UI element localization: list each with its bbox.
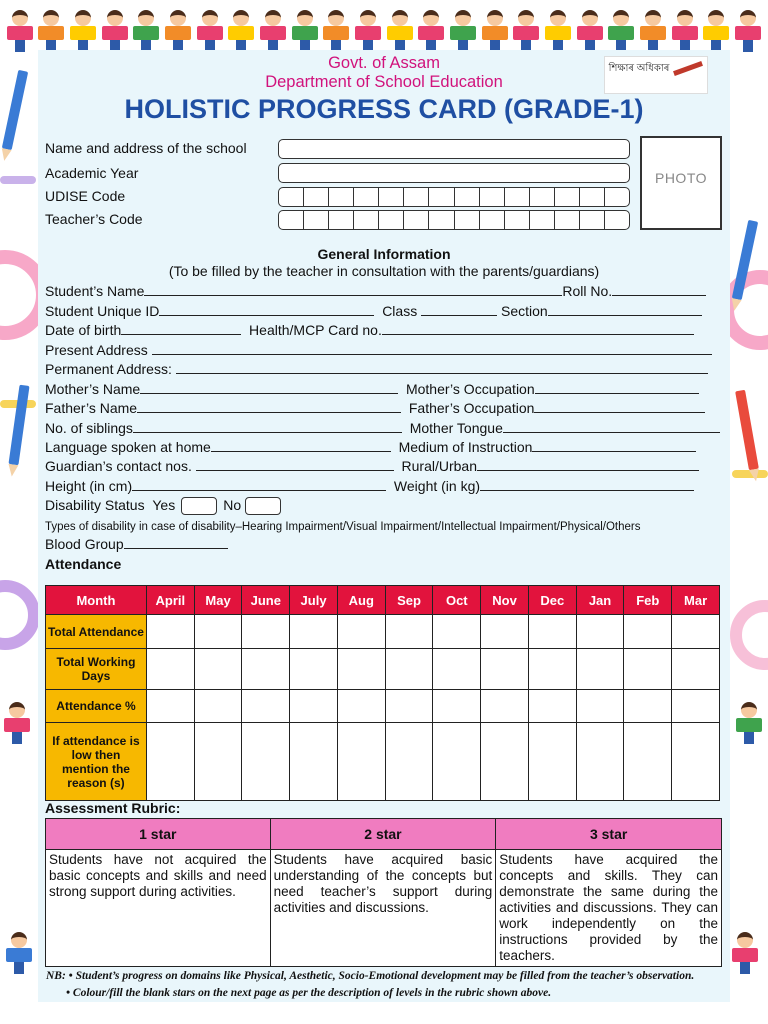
photo-label: PHOTO <box>654 170 708 186</box>
label-father-name: Father’s Name <box>45 400 138 416</box>
label-mother-tongue: Mother Tongue <box>409 420 503 436</box>
rural-urban-field[interactable] <box>477 457 699 471</box>
month-col: May <box>194 586 242 615</box>
present-address-field[interactable] <box>152 341 712 355</box>
attendance-cell[interactable] <box>385 723 433 801</box>
month-col: June <box>242 586 290 615</box>
attendance-cell[interactable] <box>337 690 385 723</box>
attendance-cell[interactable] <box>194 649 242 690</box>
row-label-low-attendance-reason: If attendance is low then mention the reason (s) <box>46 723 147 801</box>
month-col: Sep <box>385 586 433 615</box>
photo-box[interactable] <box>640 136 722 230</box>
attendance-cell[interactable] <box>528 615 576 649</box>
attendance-cell[interactable] <box>385 615 433 649</box>
line-present-address <box>45 341 725 360</box>
logo-text: শিক্ষাৰ অধিকাৰ <box>608 63 670 74</box>
attendance-cell[interactable] <box>433 615 481 649</box>
school-name-field[interactable] <box>278 139 630 159</box>
attendance-table <box>45 585 720 801</box>
line-mother <box>45 380 725 399</box>
department-text: Department of School Education <box>265 73 503 91</box>
label-mother-name: Mother’s Name <box>45 381 141 397</box>
label-mother-occupation: Mother’s Occupation <box>405 381 535 397</box>
attendance-cell[interactable] <box>433 723 481 801</box>
line-guardian <box>45 457 725 476</box>
line-father <box>45 399 725 418</box>
siblings-field[interactable] <box>133 419 402 433</box>
label-blood-group: Blood Group <box>45 536 124 552</box>
attendance-cell[interactable] <box>624 723 672 801</box>
label-school-name: Name and address of the school <box>45 140 247 156</box>
attendance-cell[interactable] <box>290 649 338 690</box>
attendance-cell[interactable] <box>337 723 385 801</box>
attendance-cell[interactable] <box>433 690 481 723</box>
attendance-cell[interactable] <box>672 649 720 690</box>
attendance-heading: Attendance <box>45 556 122 572</box>
decorative-kid <box>6 930 32 974</box>
attendance-cell[interactable] <box>672 690 720 723</box>
attendance-cell[interactable] <box>290 615 338 649</box>
father-occupation-field[interactable] <box>534 399 705 413</box>
decorative-ring <box>730 600 768 670</box>
udise-code-field[interactable] <box>278 187 630 207</box>
attendance-cell[interactable] <box>290 723 338 801</box>
attendance-cell[interactable] <box>385 690 433 723</box>
student-uid-field[interactable] <box>159 302 374 316</box>
attendance-cell[interactable] <box>672 615 720 649</box>
table-row <box>46 690 720 723</box>
label-student-uid: Student Unique ID <box>45 303 160 319</box>
attendance-cell[interactable] <box>576 649 624 690</box>
attendance-cell[interactable] <box>146 723 194 801</box>
rubric-2-star-text: Students have acquired basic understanding of the concepts but need teacher’s support during activities and discussions. <box>270 850 496 967</box>
label-class: Class <box>382 303 418 319</box>
pencil-icon <box>673 61 703 76</box>
attendance-cell[interactable] <box>337 615 385 649</box>
attendance-cell[interactable] <box>528 690 576 723</box>
label-present-address: Present Address <box>45 342 148 358</box>
label-height: Height (in cm) <box>45 478 133 494</box>
section-field[interactable] <box>548 302 702 316</box>
month-col: Nov <box>481 586 529 615</box>
class-field[interactable] <box>421 302 497 316</box>
attendance-cell[interactable] <box>481 723 529 801</box>
attendance-cell[interactable] <box>242 615 290 649</box>
attendance-cell[interactable] <box>194 723 242 801</box>
father-name-field[interactable] <box>137 399 401 413</box>
table-row <box>46 649 720 690</box>
health-card-field[interactable] <box>382 321 694 335</box>
decorative-kids-border <box>0 0 768 52</box>
attendance-header-row <box>46 586 720 615</box>
language-home-field[interactable] <box>211 438 391 452</box>
decorative-kid <box>732 930 758 974</box>
attendance-cell[interactable] <box>242 723 290 801</box>
attendance-cell[interactable] <box>242 690 290 723</box>
rubric-header-row <box>46 819 722 850</box>
line-permanent-address <box>45 360 725 379</box>
attendance-cell[interactable] <box>290 690 338 723</box>
academic-year-field[interactable] <box>278 163 630 183</box>
label-no: No <box>223 497 242 513</box>
attendance-cell[interactable] <box>528 723 576 801</box>
label-teacher-code: Teacher’s Code <box>45 211 143 227</box>
weight-field[interactable] <box>480 477 694 491</box>
line-student-name <box>45 282 725 301</box>
mother-tongue-field[interactable] <box>503 419 720 433</box>
general-info-heading: General Information <box>317 246 451 262</box>
month-col: Mar <box>672 586 720 615</box>
attendance-cell[interactable] <box>242 649 290 690</box>
attendance-cell[interactable] <box>146 649 194 690</box>
rubric-3-star-text: Students have acquired the concepts and skills. They can demonstrate the same during the activities and discussions. They can work independently on the instructions provided by the teachers. <box>496 850 722 967</box>
roll-no-field[interactable] <box>612 282 706 296</box>
label-siblings: No. of siblings <box>45 420 133 436</box>
attendance-cell[interactable] <box>576 723 624 801</box>
attendance-cell[interactable] <box>528 649 576 690</box>
mother-name-field[interactable] <box>140 380 398 394</box>
attendance-cell[interactable] <box>385 649 433 690</box>
blood-group-field[interactable] <box>124 535 228 549</box>
label-student-name: Student’s Name <box>45 283 145 299</box>
line-siblings <box>45 419 725 438</box>
attendance-cell[interactable] <box>481 690 529 723</box>
attendance-cell[interactable] <box>624 690 672 723</box>
attendance-cell[interactable] <box>576 690 624 723</box>
label-udise: UDISE Code <box>45 188 126 204</box>
month-header: Month <box>46 586 147 615</box>
table-row <box>46 615 720 649</box>
gov-text: Govt. of Assam <box>328 54 440 72</box>
disability-yes-checkbox[interactable] <box>181 497 217 515</box>
rubric-table <box>45 818 722 967</box>
height-field[interactable] <box>132 477 386 491</box>
rubric-1-star: 1 star <box>46 819 271 850</box>
label-father-occupation: Father’s Occupation <box>408 400 535 416</box>
attendance-cell[interactable] <box>672 723 720 801</box>
line-blood-group <box>45 535 725 554</box>
label-dob: Date of birth <box>45 322 122 338</box>
line-language <box>45 438 725 457</box>
student-name-field[interactable] <box>144 282 562 296</box>
label-health-card: Health/MCP Card no. <box>249 322 382 338</box>
month-col: April <box>146 586 194 615</box>
label-disability-status: Disability Status <box>45 497 145 513</box>
teacher-code-field[interactable] <box>278 210 630 230</box>
label-language-home: Language spoken at home <box>45 439 211 455</box>
pencil-icon <box>2 70 28 150</box>
guardian-contact-field[interactable] <box>196 457 394 471</box>
month-col: Aug <box>337 586 385 615</box>
rubric-heading: Assessment Rubric: <box>45 800 181 816</box>
label-section: Section <box>500 303 548 319</box>
line-height <box>45 477 725 496</box>
rubric-2-star: 2 star <box>270 819 496 850</box>
dob-field[interactable] <box>121 321 241 335</box>
disability-no-checkbox[interactable] <box>245 497 281 515</box>
note-2: • Colour/fill the blank stars on the next page as per the description of levels in the rubric shown above. <box>66 987 552 999</box>
month-col: Oct <box>433 586 481 615</box>
label-yes: Yes <box>152 497 176 513</box>
label-roll-no: Roll No. <box>562 283 613 299</box>
label-academic-year: Academic Year <box>45 165 139 181</box>
line-disability <box>45 496 725 515</box>
rubric-row <box>46 850 722 967</box>
table-row <box>46 723 720 801</box>
note-1: NB: • Student’s progress on domains like Physical, Aesthetic, Socio-Emotional development may be filled from the teacher’s observation. <box>46 970 695 982</box>
mother-occupation-field[interactable] <box>535 380 699 394</box>
label-weight: Weight (in kg) <box>393 478 481 494</box>
attendance-cell[interactable] <box>624 649 672 690</box>
page-title: HOLISTIC PROGRESS CARD (GRADE-1) <box>124 94 644 124</box>
line-student-uid <box>45 302 725 321</box>
pencil-icon <box>735 390 759 471</box>
label-guardian-contact: Guardian’s contact nos. <box>45 458 192 474</box>
attendance-cell[interactable] <box>433 649 481 690</box>
decorative-kid <box>4 700 30 744</box>
row-label-attendance-percent: Attendance % <box>46 690 147 723</box>
month-col: July <box>290 586 338 615</box>
disability-types-text: Types of disability in case of disability–Hearing Impairment/Visual Impairment/Intellectual Impairment/Physical/Others <box>45 521 641 533</box>
permanent-address-field[interactable] <box>176 360 708 374</box>
attendance-cell[interactable] <box>146 690 194 723</box>
logo <box>604 56 708 94</box>
label-rural-urban: Rural/Urban <box>401 458 477 474</box>
attendance-cell[interactable] <box>481 649 529 690</box>
pencil-icon <box>8 385 29 466</box>
attendance-cell[interactable] <box>194 690 242 723</box>
general-info-note: (To be filled by the teacher in consultation with the parents/guardians) <box>168 263 600 279</box>
rubric-3-star: 3 star <box>496 819 722 850</box>
attendance-cell[interactable] <box>337 649 385 690</box>
attendance-cell[interactable] <box>481 615 529 649</box>
row-label-total-attendance: Total Attendance <box>46 615 147 649</box>
medium-field[interactable] <box>532 438 696 452</box>
month-col: Jan <box>576 586 624 615</box>
attendance-cell[interactable] <box>576 615 624 649</box>
attendance-cell[interactable] <box>146 615 194 649</box>
line-dob <box>45 321 725 340</box>
label-medium: Medium of Instruction <box>398 439 533 455</box>
decorative-kid <box>736 700 762 744</box>
attendance-cell[interactable] <box>194 615 242 649</box>
rubric-1-star-text: Students have not acquired the basic concepts and skills and need strong support during activities. <box>46 850 271 967</box>
label-permanent-address: Permanent Address: <box>45 361 172 377</box>
decorative-ring <box>0 580 40 650</box>
month-col: Feb <box>624 586 672 615</box>
row-label-working-days: Total Working Days <box>46 649 147 690</box>
decorative-stripe <box>0 176 36 184</box>
month-col: Dec <box>528 586 576 615</box>
attendance-cell[interactable] <box>624 615 672 649</box>
